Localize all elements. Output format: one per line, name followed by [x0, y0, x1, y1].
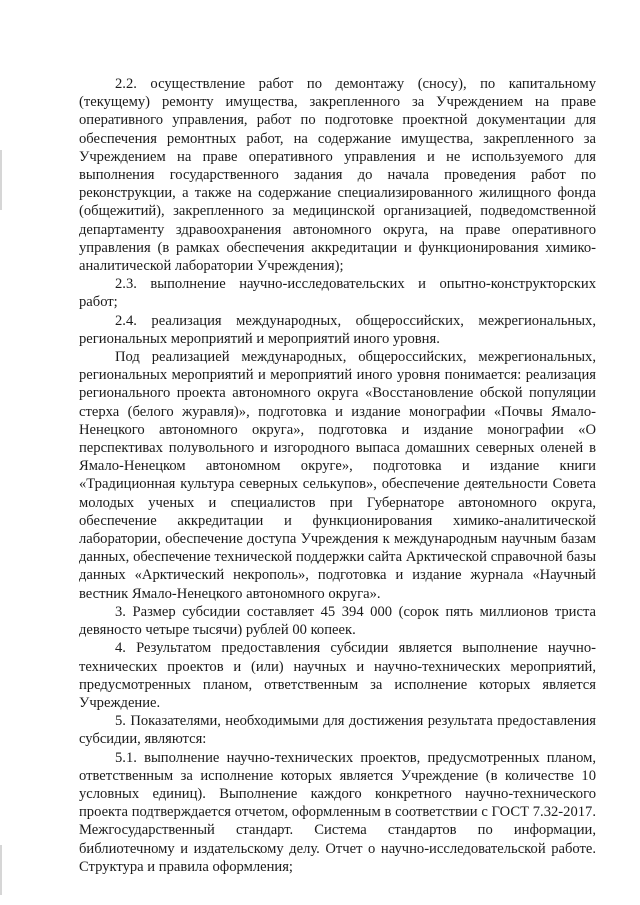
paragraph-3-subsidy-amount: 3. Размер субсидии составляет 45 394 000 (сорок пять миллионов триста девяносто четыре тысячи) рублей 00 копеек. — [79, 603, 596, 639]
paragraph-5-1: 5.1. выполнение научно-технических проектов, предусмотренных планом, ответственным за исполнение которых является Учреждение (в количестве 10 условных единиц). Выполнение каждого конкретного научно-технического проекта подтверждается отчетом, оформленным в соответствии с ГОСТ 7.32-2017. Межгосударственный стандарт. Система стандартов по информации, библиотечному и издательскому делу. Отчет о научно-исследовательской работе. Структура и правила оформления; — [79, 749, 596, 875]
document-page — [79, 75, 596, 876]
paragraph-2-2: 2.2. осуществление работ по демонтажу (сносу), по капитальному (текущему) ремонту имущества, закрепленного за Учреждением на праве оперативного управления, работ по подготовке проектной документации для обеспечения ремонтных работ, на содержание имущества, закрепленного за Учреждением на праве оперативного управления и не используемого для выполнения государственного задания до начала проведения работ по реконструкции, а также на содержание специализированного жилищного фонда (общежитий), закрепленного за медицинской организацией, подведомственной департаменту здравоохранения автономного округа, на праве оперативного управления (в рамках обеспечения аккредитации и функционирования химико-аналитической лаборатории Учреждения); — [79, 76, 596, 275]
scan-edge-mark-top — [0, 150, 2, 210]
paragraph-2-3: 2.3. выполнение научно-исследовательских и опытно-конструкторских работ; — [79, 276, 596, 311]
paragraph-events-definition: Под реализацией международных, общероссийских, межрегиональных, региональных мероприятий и мероприятий иного уровня понимается: реализация регионального проекта автономного округа «Восстановление обской популяции стерха (белого журавля)», подготовка и издание монографии «Почвы Ямало-Ненецкого автономного округа», подготовка и издание монографии «О перспективах полувольного и изгородного выпаса домашних северных оленей в Ямало-Ненецком автономном округе», подготовка и издание книги «Традиционная культура северных селькупов», обеспечение деятельности Совета молодых ученых и специалистов при Губернаторе автономного округа, обеспечение аккредитации и функционирования химико-аналитической лаборатории, обеспечение доступа Учреждения к международным научным базам данных, обеспечение технической поддержки сайта Арктической справочной базы данных «Арктический некрополь», подготовка и издание журнала «Научный вестник Ямало-Ненецкого автономного округа». — [79, 349, 596, 602]
paragraph-5-indicators: 5. Показателями, необходимыми для достижения результата предоставления субсидии, являются: — [79, 713, 596, 748]
paragraph-2-4: 2.4. реализация международных, общероссийских, межрегиональных, региональных мероприятий и мероприятий иного уровня. — [79, 312, 596, 347]
scan-edge-mark-bottom — [0, 845, 2, 895]
paragraph-4-subsidy-result: 4. Результатом предоставления субсидии является выполнение научно-технических проектов и (или) научных и научно-технических мероприятий, предусмотренных планом, ответственным за исполнение которых является Учреждение. — [79, 640, 596, 711]
